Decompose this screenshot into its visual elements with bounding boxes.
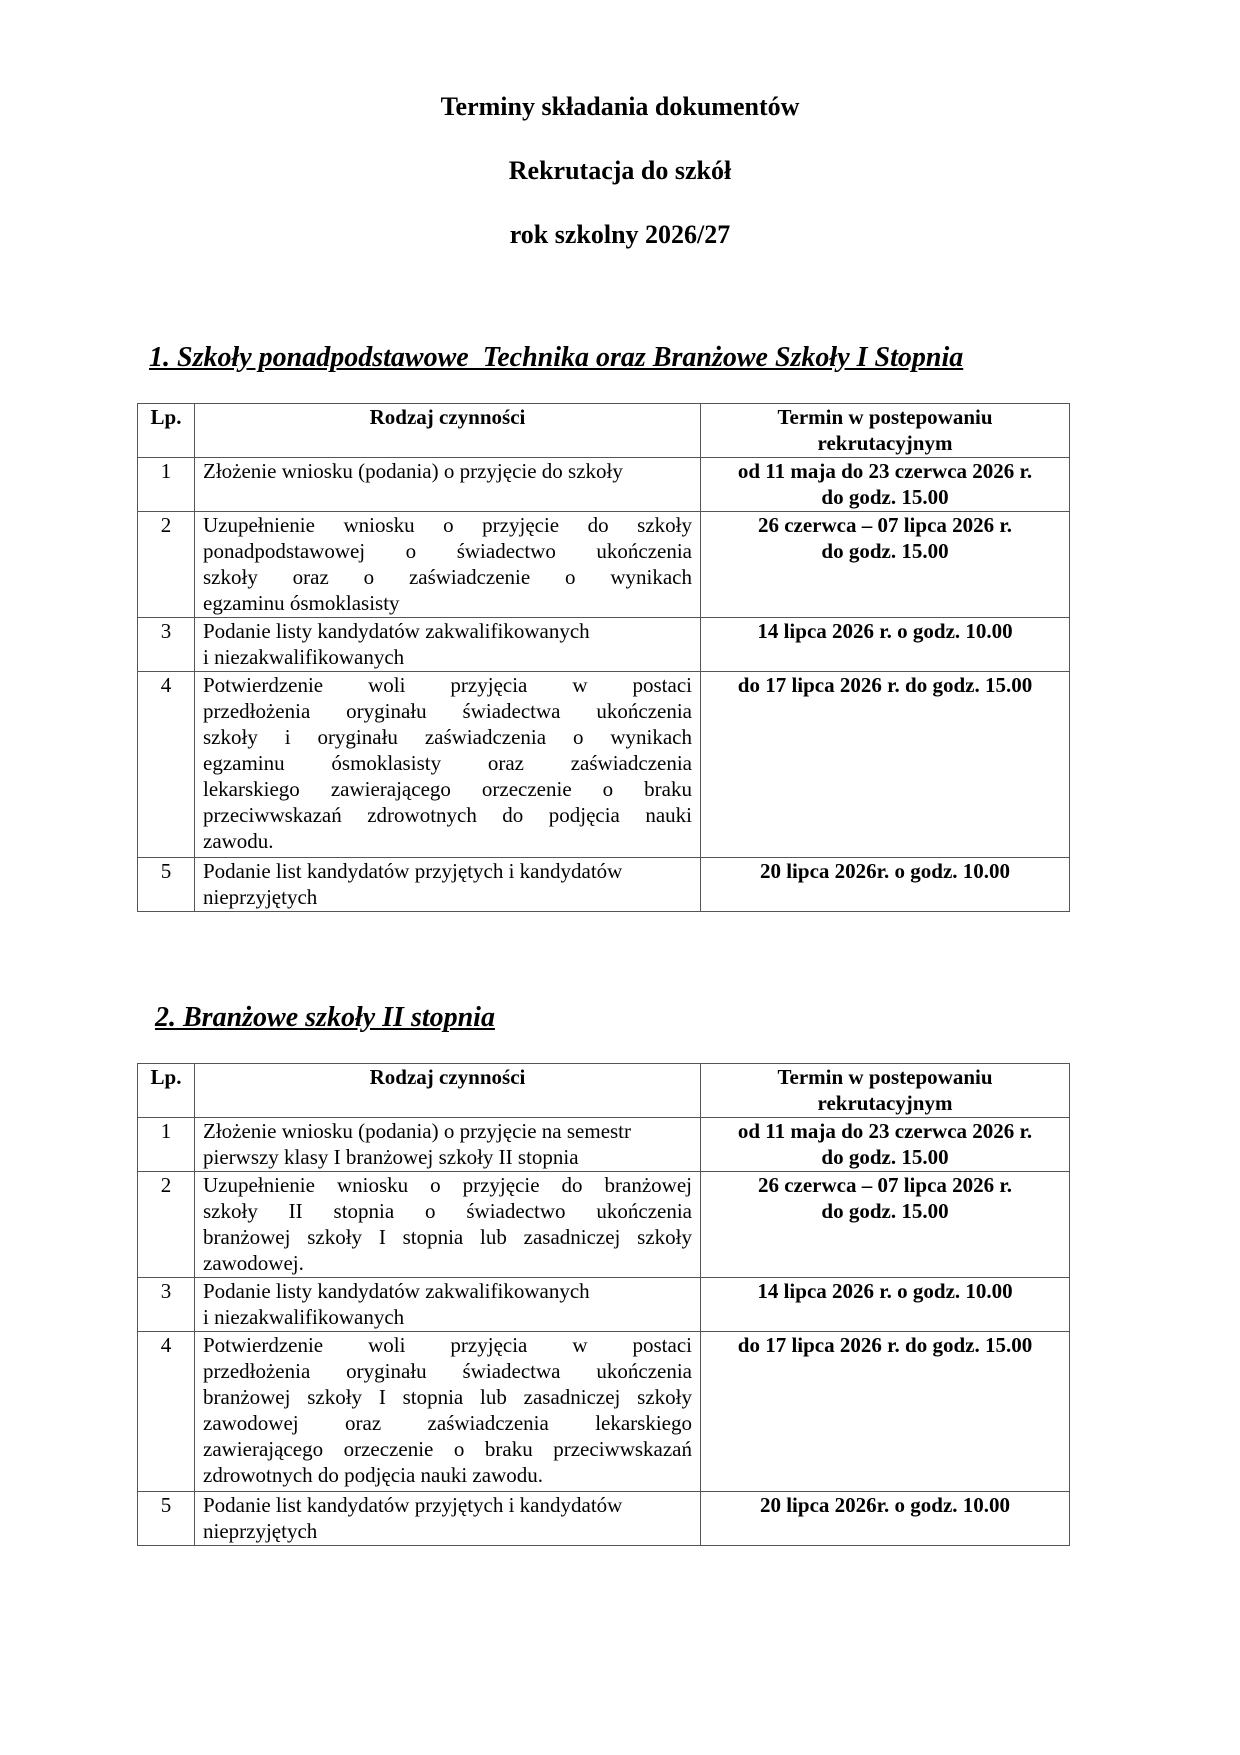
activity-line: Potwierdzenie woli przyjęcia w postaci <box>203 1333 692 1357</box>
document-title: Terminy składania dokumentów <box>440 92 800 121</box>
row-deadline <box>701 1332 1070 1492</box>
activity-line: ponadpodstawowej o świadectwo ukończenia <box>203 539 692 563</box>
row-number: 5 <box>138 1492 195 1546</box>
activity-line: branżowej szkoły I stopnia lub zasadniczej szkoły <box>203 1225 692 1249</box>
row-deadline <box>701 458 1070 512</box>
deadline-line: od 11 maja do 23 czerwca 2026 r. <box>737 1119 1033 1143</box>
activity-line: pierwszy klasy I branżowej szkoły II stopnia <box>203 1145 579 1169</box>
activity-line: zawodu. <box>203 829 274 853</box>
row-deadline <box>701 1118 1070 1172</box>
deadline-line: 26 czerwca – 07 lipca 2026 r. <box>757 513 1013 537</box>
section-heading-2: 2. Branżowe szkoły II stopnia <box>155 1002 495 1033</box>
row-activity <box>195 1172 701 1278</box>
activity-line: Potwierdzenie woli przyjęcia w postaci <box>203 673 692 697</box>
header-deadline-line: Termin w postepowaniu <box>777 405 993 429</box>
table-header-row <box>138 404 1070 458</box>
activity-line: przeciwwskazań zdrowotnych do podjęcia nauki <box>203 803 692 827</box>
activity-line: Złożenie wniosku (podania) o przyjęcie do szkoły <box>203 459 623 483</box>
row-number: 2 <box>138 512 195 618</box>
activity-line: Podanie listy kandydatów zakwalifikowanych <box>203 1279 590 1303</box>
section-heading-1: 1. Szkoły ponadpodstawowe Technika oraz Branżowe Szkoły I Stopnia <box>149 342 964 373</box>
deadline-line: 14 lipca 2026 r. o godz. 10.00 <box>757 619 1013 643</box>
deadline-line: do 17 lipca 2026 r. do godz. 15.00 <box>737 673 1033 697</box>
table-row <box>138 1332 1070 1492</box>
table-row <box>138 858 1070 912</box>
deadline-line: do 17 lipca 2026 r. do godz. 15.00 <box>737 1333 1033 1357</box>
deadline-line: od 11 maja do 23 czerwca 2026 r. <box>737 459 1033 483</box>
activity-line: Podanie listy kandydatów zakwalifikowanych <box>203 619 590 643</box>
row-activity <box>195 1118 701 1172</box>
table-row <box>138 1118 1070 1172</box>
row-number: 3 <box>138 1278 195 1332</box>
header-activity: Rodzaj czynności <box>195 1064 701 1118</box>
activity-line: szkoły oraz o zaświadczenie o wynikach <box>203 565 692 589</box>
table-row <box>138 1172 1070 1278</box>
activity-line: branżowej szkoły I stopnia lub zasadniczej szkoły <box>203 1385 692 1409</box>
row-deadline <box>701 512 1070 618</box>
header-deadline <box>701 404 1070 458</box>
activity-line: przedłożenia oryginału świadectwa ukończenia <box>203 1359 692 1383</box>
table-row <box>138 618 1070 672</box>
deadline-line: do godz. 15.00 <box>821 485 949 509</box>
table-row <box>138 1492 1070 1546</box>
header-deadline-line: rekrutacyjnym <box>817 431 953 455</box>
deadline-line: 20 lipca 2026r. o godz. 10.00 <box>759 859 1011 883</box>
deadline-line: do godz. 15.00 <box>821 1145 949 1169</box>
header-deadline <box>701 1064 1070 1118</box>
activity-line: szkoły i oryginału zaświadczenia o wynikach <box>203 725 692 749</box>
header-activity: Rodzaj czynności <box>195 404 701 458</box>
activity-line: lekarskiego zawierającego orzeczenie o braku <box>203 777 692 801</box>
activity-line: zdrowotnych do podjęcia nauki zawodu. <box>203 1463 543 1487</box>
activity-line: Złożenie wniosku (podania) o przyjęcie na semestr <box>203 1119 632 1143</box>
activity-line: zawierającego orzeczenie o braku przeciwwskazań <box>203 1437 692 1461</box>
row-deadline <box>701 1278 1070 1332</box>
activity-line: i niezakwalifikowanych <box>203 645 405 669</box>
row-activity <box>195 1332 701 1492</box>
school-year: rok szkolny 2026/27 <box>509 220 731 249</box>
activity-line: i niezakwalifikowanych <box>203 1305 405 1329</box>
header-deadline-line: rekrutacyjnym <box>817 1091 953 1115</box>
row-activity <box>195 618 701 672</box>
activity-line: egzaminu ósmoklasisty <box>203 591 400 615</box>
table-header-row <box>138 1064 1070 1118</box>
row-number: 3 <box>138 618 195 672</box>
table-row <box>138 458 1070 512</box>
row-activity <box>195 858 701 912</box>
table-row <box>138 512 1070 618</box>
row-activity <box>195 458 701 512</box>
row-number: 2 <box>138 1172 195 1278</box>
deadline-line: do godz. 15.00 <box>821 1199 949 1223</box>
activity-line: zawodowej. <box>203 1251 304 1275</box>
header-lp: Lp. <box>138 404 195 458</box>
row-deadline <box>701 618 1070 672</box>
row-deadline <box>701 1172 1070 1278</box>
table-row <box>138 1278 1070 1332</box>
row-deadline <box>701 1492 1070 1546</box>
row-activity <box>195 1492 701 1546</box>
header-deadline-line: Termin w postepowaniu <box>777 1065 993 1089</box>
row-deadline <box>701 672 1070 858</box>
row-number: 1 <box>138 1118 195 1172</box>
row-number: 1 <box>138 458 195 512</box>
row-activity <box>195 1278 701 1332</box>
activity-line: nieprzyjętych <box>203 1519 318 1543</box>
document-subtitle: Rekrutacja do szkół <box>508 156 732 185</box>
activity-line: egzaminu ósmoklasisty oraz zaświadczenia <box>203 751 692 775</box>
activity-line: Podanie list kandydatów przyjętych i kandydatów <box>203 1493 623 1517</box>
row-number: 4 <box>138 672 195 858</box>
deadline-line: 20 lipca 2026r. o godz. 10.00 <box>759 1493 1011 1517</box>
header-lp: Lp. <box>138 1064 195 1118</box>
row-number: 5 <box>138 858 195 912</box>
activity-line: zawodowej oraz zaświadczenia lekarskiego <box>203 1411 692 1435</box>
activity-line: przedłożenia oryginału świadectwa ukończenia <box>203 699 692 723</box>
activity-line: szkoły II stopnia o świadectwo ukończenia <box>203 1199 692 1223</box>
row-activity <box>195 672 701 858</box>
row-number: 4 <box>138 1332 195 1492</box>
activity-line: nieprzyjętych <box>203 885 318 909</box>
activity-line: Uzupełnienie wniosku o przyjęcie do branżowej <box>203 1173 692 1197</box>
deadline-line: 26 czerwca – 07 lipca 2026 r. <box>757 1173 1013 1197</box>
activity-line: Podanie list kandydatów przyjętych i kandydatów <box>203 859 623 883</box>
table-row <box>138 672 1070 858</box>
row-deadline <box>701 858 1070 912</box>
deadline-line: do godz. 15.00 <box>821 539 949 563</box>
deadline-line: 14 lipca 2026 r. o godz. 10.00 <box>757 1279 1013 1303</box>
row-activity <box>195 512 701 618</box>
activity-line: Uzupełnienie wniosku o przyjęcie do szkoły <box>203 513 692 537</box>
schedule-table-1 <box>137 403 1070 912</box>
schedule-table-2 <box>137 1063 1070 1546</box>
